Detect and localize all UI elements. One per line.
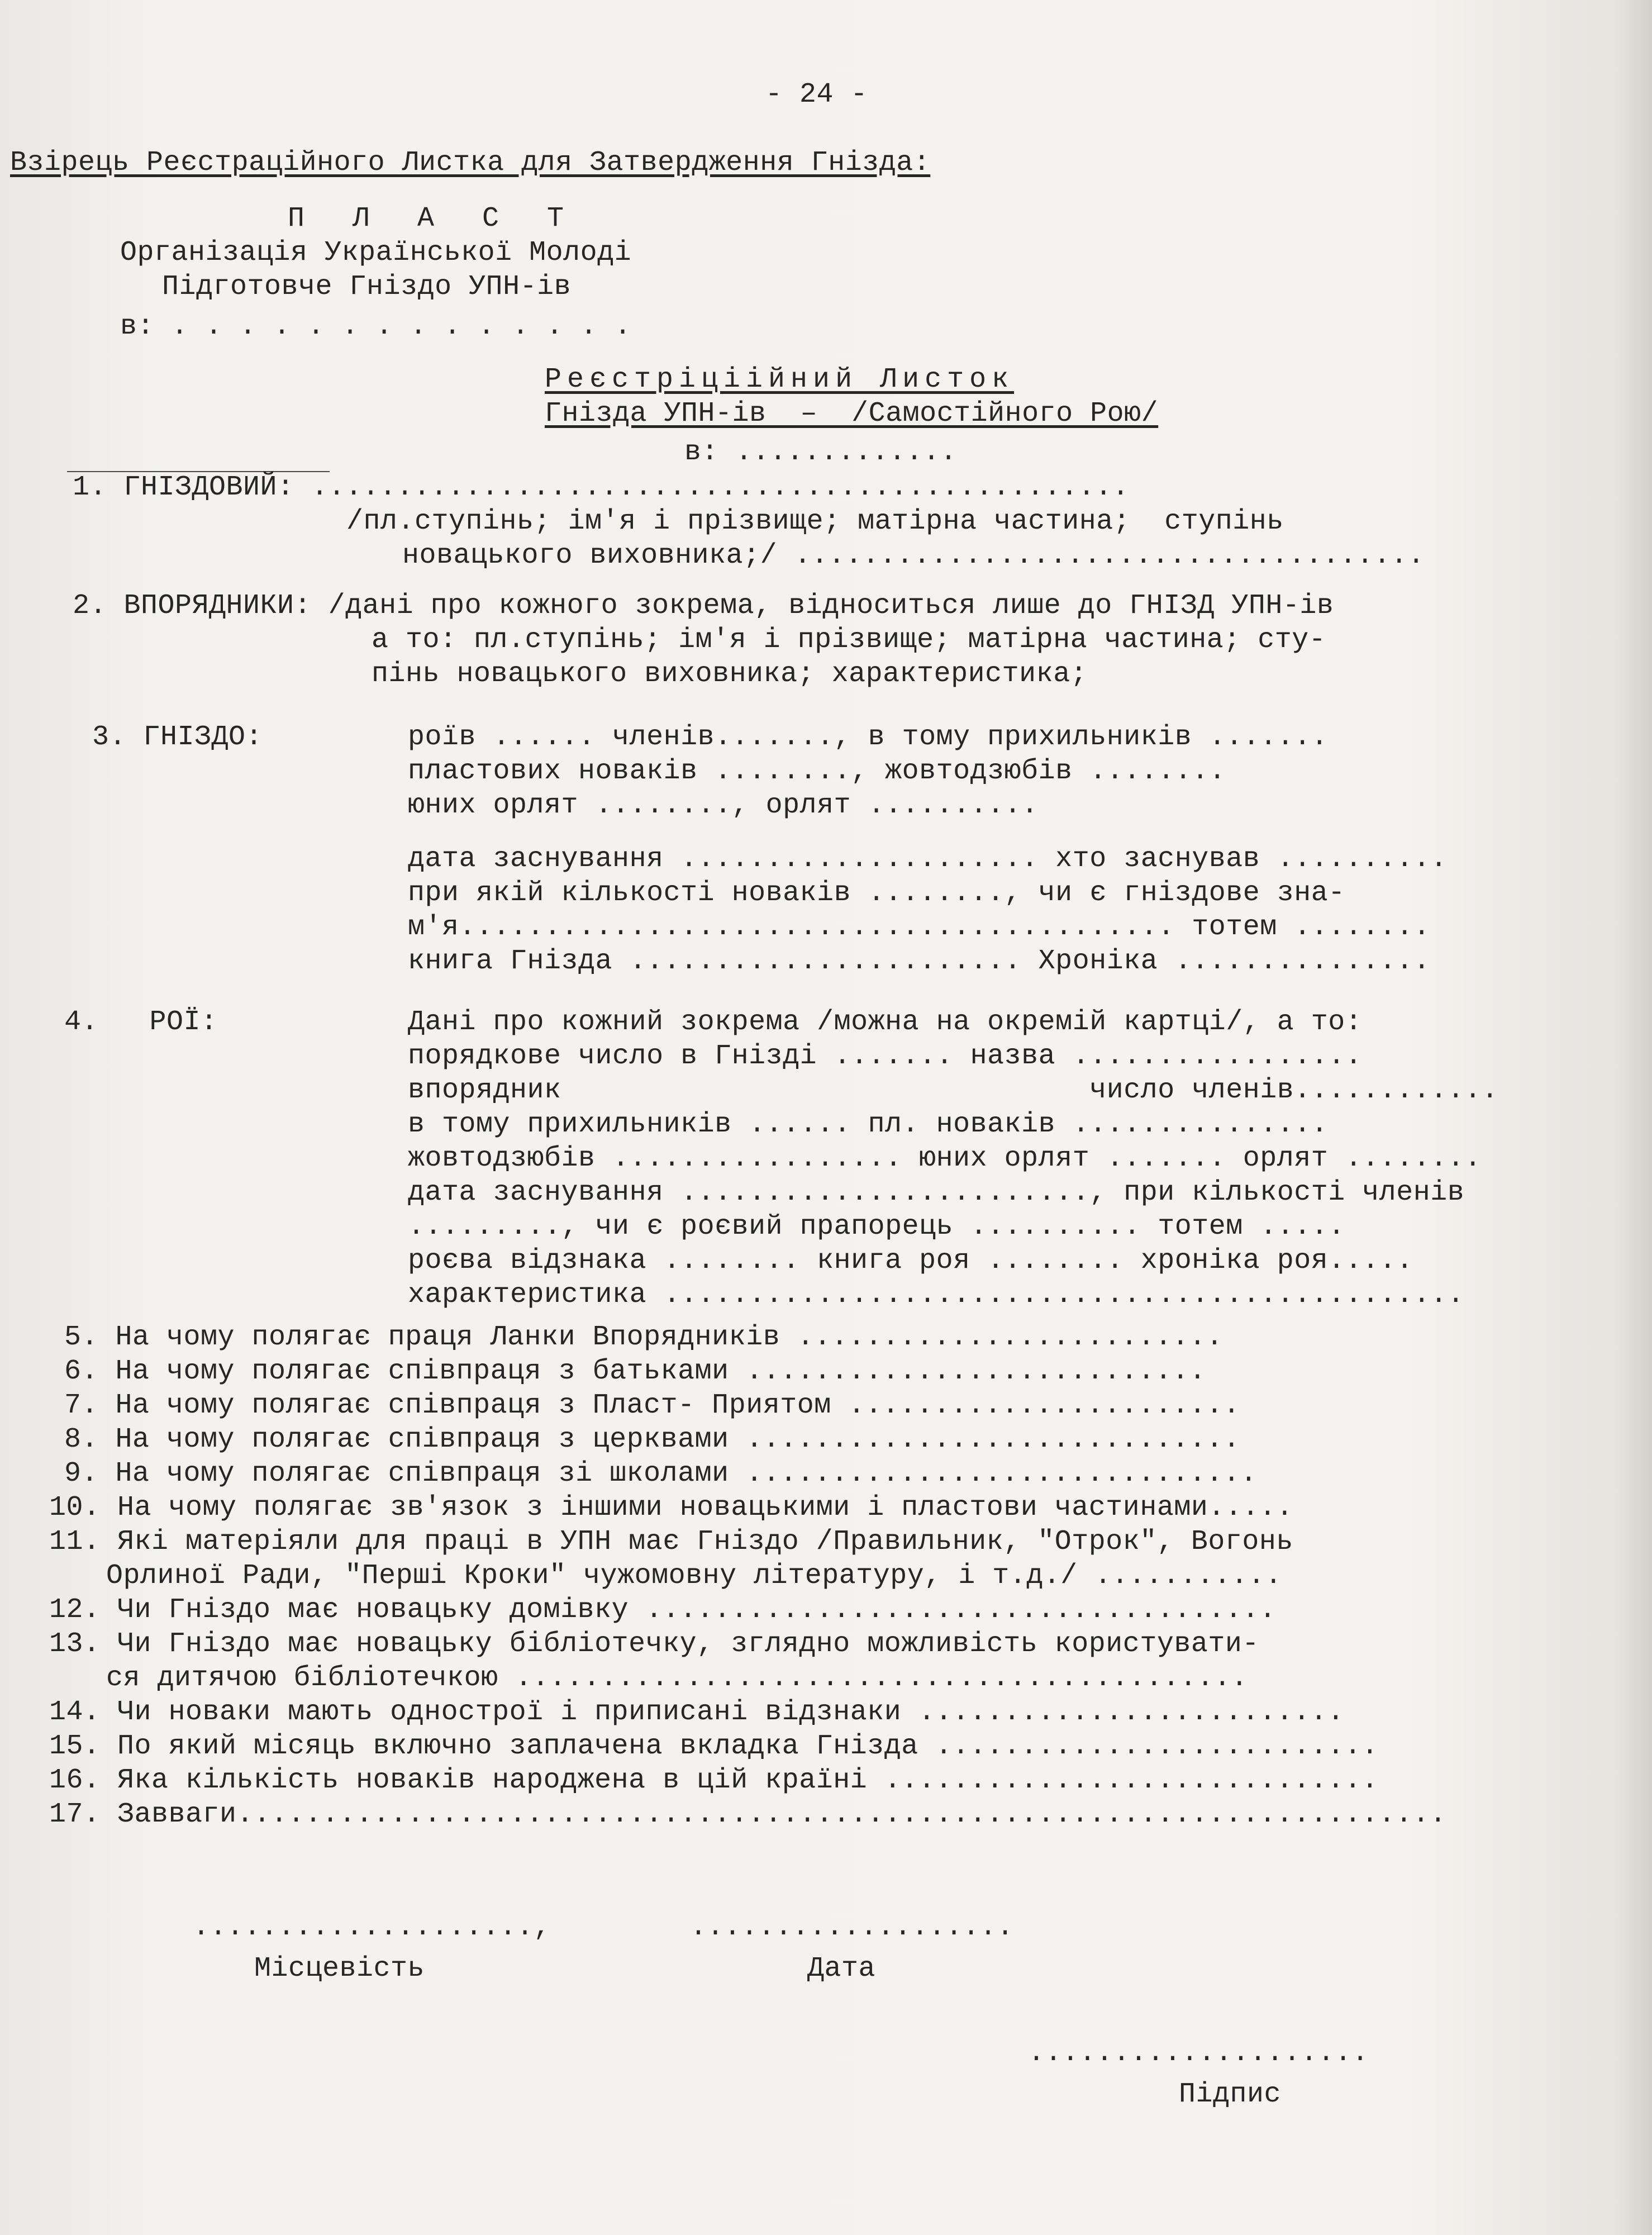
item-4-label: 4. РОЇ: xyxy=(64,1006,218,1038)
org-unit: Підготовче Гніздо УПН-ів xyxy=(162,271,572,303)
item-9: 9. На чому полягає співпраця зі школами .............................. xyxy=(64,1458,1258,1490)
form-location: в: ............. xyxy=(684,436,958,468)
date-dots: ................... xyxy=(690,1911,1014,1943)
page-heading: Взірець Реєстраційного Листка для Затвердження Гнізда: xyxy=(10,147,931,179)
place-dots: ...................., xyxy=(193,1911,551,1943)
date-label: Дата xyxy=(807,1953,876,1985)
place-label: Місцевість xyxy=(254,1953,425,1985)
item-1-line-1: 1. ГНІЗДОВИЙ: ................................................ xyxy=(73,472,1130,503)
item-2-line-1: 2. ВПОРЯДНИКИ: /дані про кожного зокрема, відноситься лише до ГНІЗД УПН-ів xyxy=(73,590,1334,622)
org-name: П Л А С Т xyxy=(288,203,580,235)
item-1-line-3: новацького виховника;/ ..................................... xyxy=(402,540,1425,572)
page-edge-shadow xyxy=(1618,0,1652,2235)
item-1-line-2: /пл.ступінь; ім'я і прізвище; матірна частина; ступінь xyxy=(346,506,1284,538)
org-location: в: . . . . . . . . . . . . . . xyxy=(120,311,632,343)
form-title: Реєстріціійний Листок xyxy=(545,364,1015,396)
item-3-line-1: роїв ...... членів......., в тому прихильників ....... xyxy=(408,721,1329,753)
item-3-line-3: юних орлят ........, орлят .......... xyxy=(408,790,1039,821)
item-4-line-2: порядкове число в Гнізді ....... назва ................. xyxy=(408,1040,1363,1072)
page-number: - 24 - xyxy=(765,79,868,111)
item-3-line-5: при якій кількості новаків ........, чи є гніздове зна- xyxy=(408,877,1345,909)
item-17: 17. Завваги....................................................................... xyxy=(49,1799,1447,1830)
item-10: 10. На чому полягає зв'язок з іншими новацькими і пластови частинами..... xyxy=(49,1492,1293,1524)
item-12: 12. Чи Гніздо має новацьку домівку ..................................... xyxy=(49,1594,1277,1626)
item-16: 16. Яка кількість новаків народжена в цій країні ............................. xyxy=(49,1765,1379,1796)
item-4-line-6: дата заснування ........................, при кількості членів xyxy=(408,1177,1465,1209)
signature-dots: .................... xyxy=(1028,2037,1369,2069)
item-4-line-7: ........., чи є роєвий прапорець .......... тотем ..... xyxy=(408,1211,1345,1243)
item-4-line-3: впорядник число членів............ xyxy=(408,1074,1499,1106)
item-4-line-9: характеристика ............................................... xyxy=(408,1279,1465,1311)
item-3-line-4: дата заснування ..................... хто заснував .......... xyxy=(408,843,1448,875)
item-5: 5. На чому полягає праця Ланки Впорядників ......................... xyxy=(64,1321,1223,1353)
item-4-line-8: роєва відзнака ........ книга роя ........ хроніка роя..... xyxy=(408,1245,1413,1277)
item-8: 8. На чому полягає співпраця з церквами ............................. xyxy=(64,1424,1240,1456)
item-6: 6. На чому полягає співпраця з батьками ........................... xyxy=(64,1356,1206,1387)
item-4-line-4: в тому прихильників ...... пл. новаків ............... xyxy=(408,1109,1329,1140)
org-full-name: Організація Української Молоді xyxy=(120,237,632,269)
item-4-line-5: жовтодзюбів ................. юних орлят ....... орлят ........ xyxy=(408,1143,1482,1174)
item-15: 15. По який місяць включно заплачена вкладка Гнізда .......................... xyxy=(49,1730,1379,1762)
form-subtitle: Гнізда УПН-ів – /Самостійного Рою/ xyxy=(545,398,1159,430)
item-4-line-1: Дані про кожний зокрема /можна на окремій картці/, а то: xyxy=(408,1006,1363,1038)
item-7: 7. На чому полягає співпраця з Пласт- Приятом ....................... xyxy=(64,1390,1240,1421)
item-11-line-1: 11. Які матеріяли для праці в УПН має Гніздо /Правильник, "Отрок", Вогонь xyxy=(49,1526,1293,1558)
item-13-line-1: 13. Чи Гніздо має новацьку бібліотечку, зглядно можливість користувати- xyxy=(49,1628,1259,1660)
item-11-line-2: Орлиної Ради, "Перші Кроки" чужомовну літературу, і т.д./ ........... xyxy=(106,1560,1282,1592)
item-3-line-6: м'я.......................................... тотем ........ xyxy=(408,911,1431,943)
item-2-line-2: а то: пл.ступінь; ім'я і прізвище; матірна частина; сту- xyxy=(372,624,1326,656)
item-2-line-3: пінь новацького виховника; характеристика; xyxy=(372,658,1088,690)
item-3-label: 3. ГНІЗДО: xyxy=(92,721,263,753)
item-14: 14. Чи новаки мають однострої і приписані відзнаки ......................... xyxy=(49,1696,1345,1728)
item-13-line-2: ся дитячою бібліотечкою ........................................... xyxy=(106,1662,1248,1694)
signature-label: Підпис xyxy=(1179,2079,1282,2110)
item-3-line-7: книга Гнізда ....................... Хроніка ............... xyxy=(408,945,1431,977)
item-3-line-2: пластових новаків ........, жовтодзюбів ........ xyxy=(408,755,1226,787)
